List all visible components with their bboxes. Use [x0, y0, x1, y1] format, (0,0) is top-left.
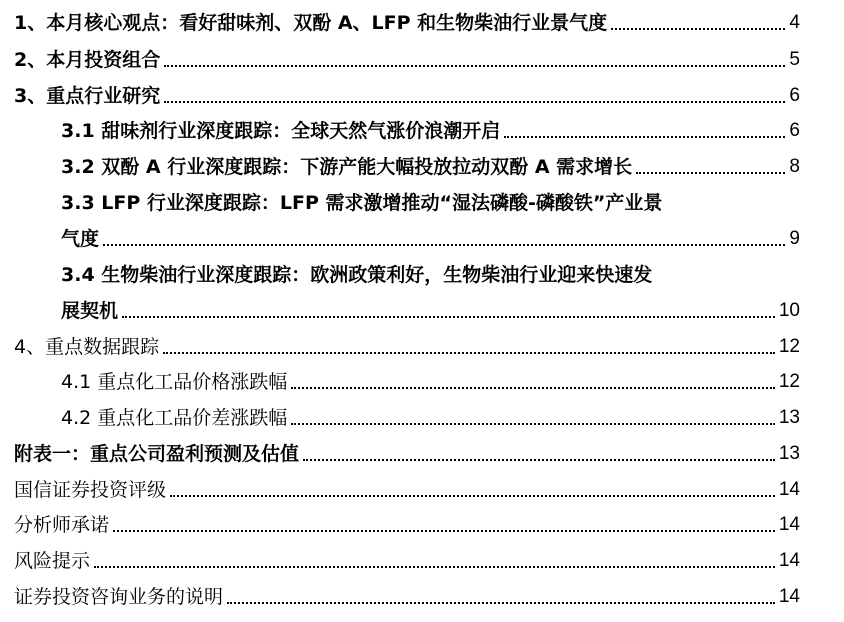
toc-page-number: 5	[789, 49, 800, 70]
toc-page-number: 14	[778, 479, 800, 500]
toc-page-number: 13	[778, 407, 800, 428]
toc-page-number: 6	[789, 85, 800, 106]
toc-entry-label: 展契机	[61, 300, 119, 322]
toc-entry-label: 4.1 重点化工品价格涨跌幅	[61, 371, 288, 393]
toc-leader-dots	[103, 244, 785, 246]
toc-leader-dots	[504, 136, 785, 138]
toc-page-number: 13	[778, 443, 800, 464]
toc-entry-appendix-1[interactable]	[14, 441, 800, 467]
toc-entry-label: 气度	[61, 228, 100, 250]
toc-page-number: 14	[778, 550, 800, 571]
toc-entry-label: 3.1 甜味剂行业深度跟踪：全球天然气涨价浪潮开启	[61, 120, 501, 142]
toc-leader-dots	[611, 28, 785, 30]
toc-entry-consulting-note[interactable]	[14, 584, 800, 610]
toc-entry-4-2[interactable]	[61, 405, 800, 431]
toc-entry-label: 3.2 双酚 A 行业深度跟踪：下游产能大幅投放拉动双酚 A 需求增长	[61, 156, 633, 178]
toc-entry-label: 3、重点行业研究	[14, 85, 161, 107]
toc-page-number: 14	[778, 586, 800, 607]
toc-leader-dots	[636, 172, 785, 174]
toc-entry-3[interactable]	[14, 83, 800, 109]
toc-leader-dots	[113, 530, 775, 532]
toc-leader-dots	[163, 352, 775, 354]
toc-page-number: 12	[778, 371, 800, 392]
toc-entry-4-1[interactable]	[61, 369, 800, 395]
toc-leader-dots	[170, 495, 775, 497]
toc-entry-label: 2、本月投资组合	[14, 49, 161, 71]
toc-entry-label: 分析师承诺	[14, 514, 110, 536]
toc-entry-label: 证券投资咨询业务的说明	[14, 586, 224, 608]
toc-entry-4[interactable]	[14, 334, 800, 360]
toc-entry-label: 4.2 重点化工品价差涨跌幅	[61, 407, 288, 429]
toc-leader-dots	[122, 316, 775, 318]
toc-entry-1[interactable]	[14, 10, 800, 36]
toc-leader-dots	[227, 602, 775, 604]
toc-leader-dots	[303, 459, 775, 461]
toc-entry-3-4-line1[interactable]: 3.4 生物柴油行业深度跟踪：欧洲政策利好，生物柴油行业迎来快速发	[61, 264, 653, 286]
toc-page-number: 12	[778, 336, 800, 357]
toc-leader-dots	[94, 566, 775, 568]
toc-entry-analyst-commitment[interactable]	[14, 512, 800, 538]
toc-entry-2[interactable]	[14, 47, 800, 73]
toc-entry-3-1[interactable]	[61, 118, 800, 144]
toc-leader-dots	[164, 101, 785, 103]
toc-entry-label: 国信证券投资评级	[14, 479, 167, 501]
toc-page-number: 14	[778, 514, 800, 535]
toc-leader-dots	[291, 387, 775, 389]
toc-entry-3-2[interactable]	[61, 154, 800, 180]
toc-page-number: 8	[789, 156, 800, 177]
toc-leader-dots	[164, 65, 785, 67]
toc-page-number: 4	[789, 12, 800, 33]
toc-entry-3-4[interactable]	[61, 298, 800, 324]
toc-page-number: 9	[789, 228, 800, 249]
toc-entry-label: 风险提示	[14, 550, 91, 572]
toc-entry-risk[interactable]	[14, 548, 800, 574]
toc-entry-3-3[interactable]	[61, 226, 800, 252]
toc-entry-label: 4、重点数据跟踪	[14, 336, 160, 358]
toc-page-number: 6	[789, 120, 800, 141]
toc-entry-3-3-line1[interactable]: 3.3 LFP 行业深度跟踪：LFP 需求激增推动“湿法磷酸-磷酸铁”产业景	[61, 192, 663, 214]
toc-leader-dots	[291, 423, 775, 425]
toc-entry-label: 1、本月核心观点：看好甜味剂、双酚 A、LFP 和生物柴油行业景气度	[14, 12, 608, 34]
toc-entry-label: 附表一：重点公司盈利预测及估值	[14, 443, 300, 465]
toc-page-number: 10	[778, 300, 800, 321]
toc-entry-rating[interactable]	[14, 477, 800, 503]
